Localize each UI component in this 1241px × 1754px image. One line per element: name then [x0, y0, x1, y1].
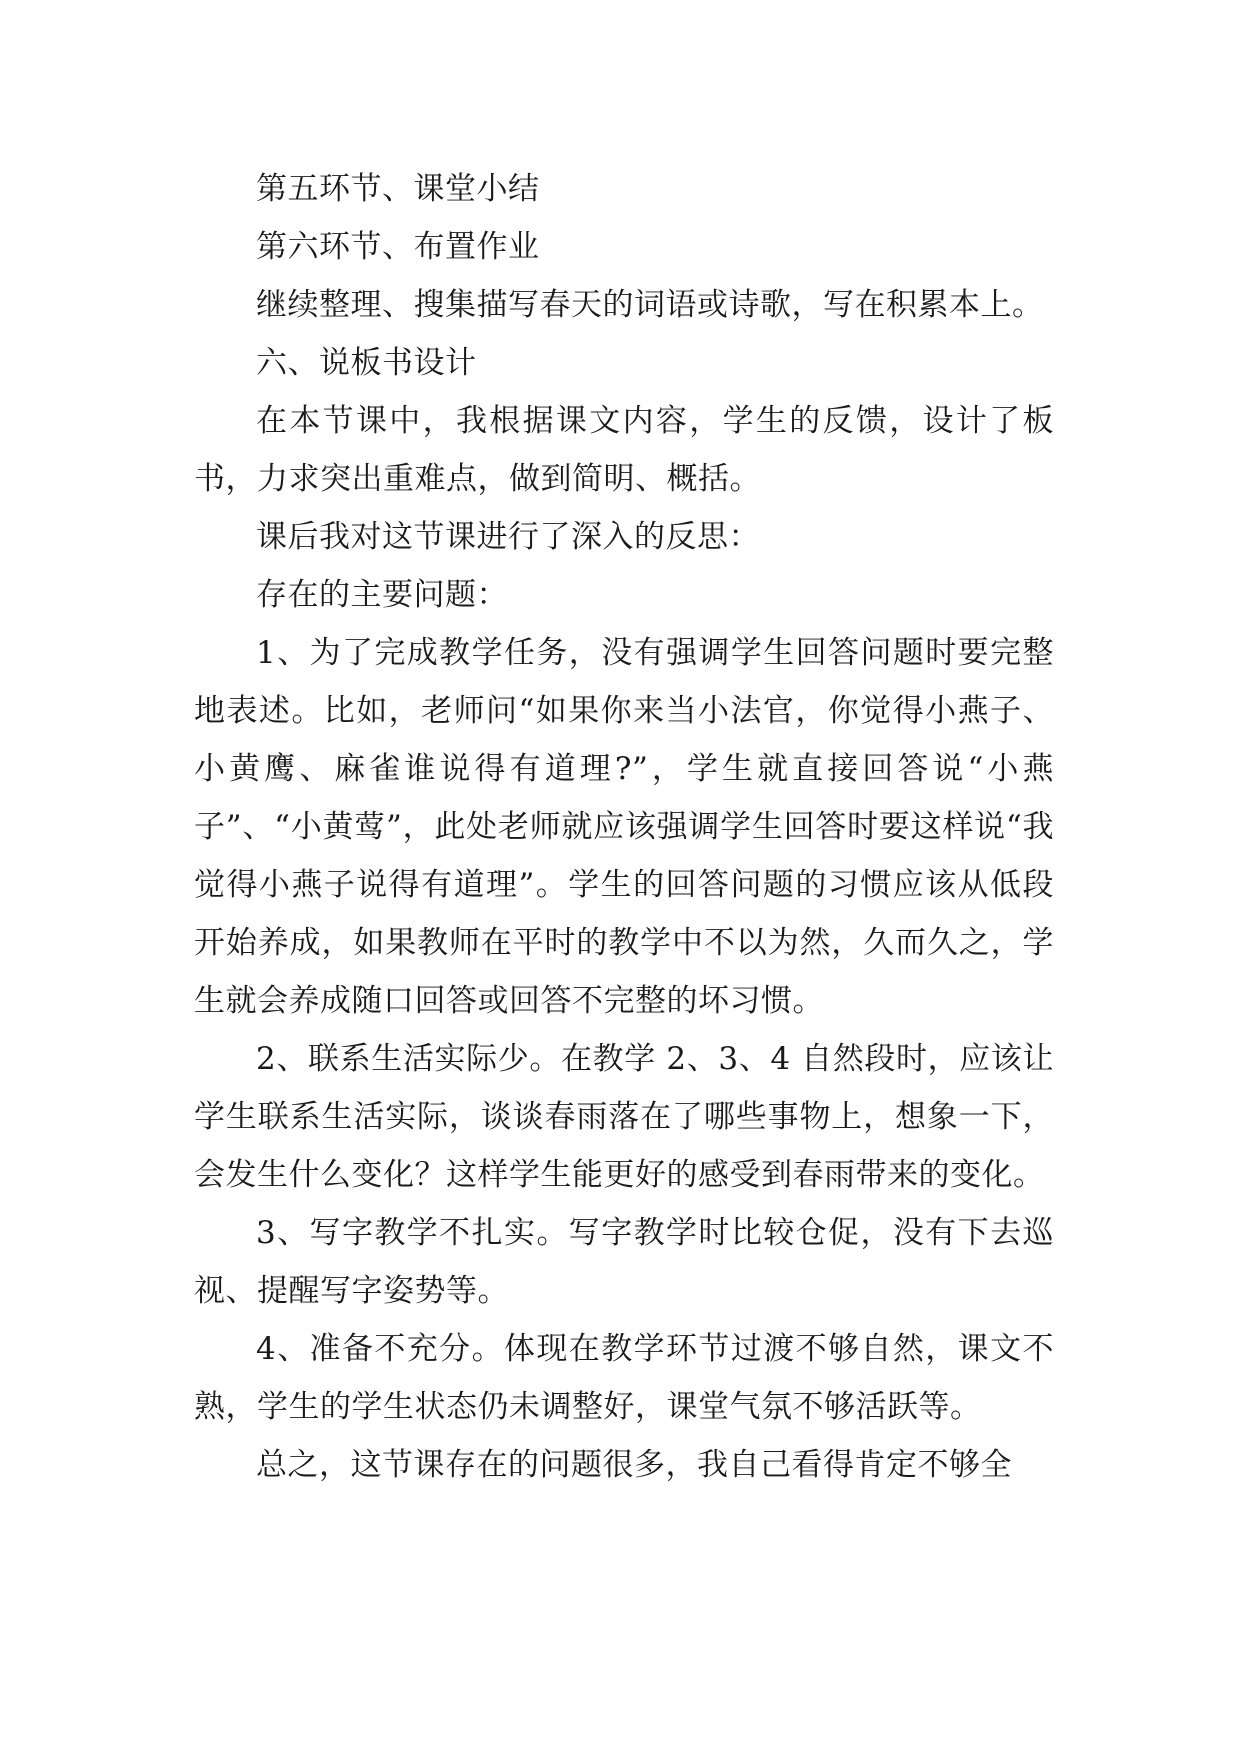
- paragraph: 4、准备不充分。体现在教学环节过渡不够自然，课文不熟，学生的学生状态仍未调整好，课堂气氛不够活跃等。: [194, 1331, 1054, 1425]
- document-body: [194, 160, 1054, 1494]
- paragraph: 2、联系生活实际少。在教学 2、3、4 自然段时，应该让学生联系生活实际，谈谈春雨落在了哪些事物上，想象一下，会发生什么变化？这样学生能更好的感受到春雨带来的变化。: [194, 1041, 1054, 1193]
- paragraph: 在本节课中，我根据课文内容，学生的反馈，设计了板书，力求突出重难点，做到简明、概括。: [194, 403, 1054, 497]
- paragraph: 3、写字教学不扎实。写字教学时比较仓促，没有下去巡视、提醒写字姿势等。: [194, 1215, 1054, 1309]
- paragraph: 第六环节、布置作业: [256, 229, 540, 265]
- paragraph: 1、为了完成教学任务，没有强调学生回答问题时要完整地表述。比如，老师问“如果你来当小法官，你觉得小燕子、小黄鹰、麻雀谁说得有道理?”，学生就直接回答说“小燕子”、“小黄莺”，此处老师就应该强调学生回答时要这样说“我觉得小燕子说得有道理”。学生的回答问题的习惯应该从低段开始养成，如果教师在平时的教学中不以为然，久而久之，学生就会养成随口回答或回答不完整的坏习惯。: [194, 635, 1054, 1019]
- paragraph: 总之，这节课存在的问题很多，我自己看得肯定不够全: [256, 1447, 1012, 1483]
- paragraph: 第五环节、课堂小结: [256, 171, 540, 207]
- paragraph: 课后我对这节课进行了深入的反思：: [256, 519, 760, 555]
- paragraph: 继续整理、搜集描写春天的词语或诗歌，写在积累本上。: [256, 287, 1044, 323]
- paragraph: 六、说板书设计: [256, 345, 477, 381]
- paragraph: 存在的主要问题：: [256, 577, 508, 613]
